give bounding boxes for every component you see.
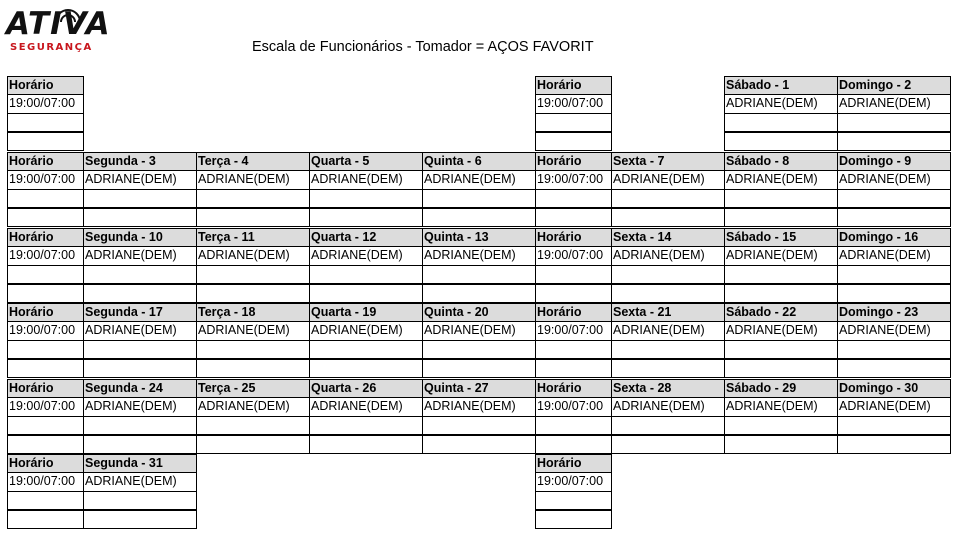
empty-cell [309, 189, 423, 209]
empty-cell [422, 189, 536, 209]
day-header-cell: Quarta - 26 [309, 379, 423, 398]
empty-cell [837, 131, 951, 151]
employee-cell: ADRIANE(DEM) [196, 397, 310, 417]
empty-cell [724, 340, 838, 360]
day-header-cell: Domingo - 30 [837, 379, 951, 398]
employee-cell: ADRIANE(DEM) [837, 397, 951, 417]
empty-cell [83, 207, 197, 227]
empty-cell [837, 283, 951, 303]
employee-cell: ADRIANE(DEM) [611, 246, 725, 266]
empty-cell [724, 265, 838, 285]
empty-cell [837, 189, 951, 209]
empty-cell [535, 358, 612, 378]
empty-cell [83, 283, 197, 303]
horario-header-cell: Horário [7, 76, 84, 95]
empty-cell [7, 283, 84, 303]
empty-cell [611, 265, 725, 285]
empty-cell [196, 358, 310, 378]
empty-cell [309, 434, 423, 454]
day-header-cell: Sexta - 7 [611, 152, 725, 171]
employee-cell: ADRIANE(DEM) [611, 397, 725, 417]
empty-cell [83, 358, 197, 378]
employee-cell: ADRIANE(DEM) [837, 321, 951, 341]
day-header-cell: Terça - 25 [196, 379, 310, 398]
day-header-cell: Quarta - 5 [309, 152, 423, 171]
day-header-cell: Sábado - 8 [724, 152, 838, 171]
empty-cell [7, 113, 84, 133]
empty-cell [7, 434, 84, 454]
horario-header-cell: Horário [535, 303, 612, 322]
employee-cell: ADRIANE(DEM) [309, 321, 423, 341]
empty-cell [309, 283, 423, 303]
empty-cell [309, 358, 423, 378]
empty-cell [611, 416, 725, 436]
empty-cell [611, 434, 725, 454]
empty-cell [196, 283, 310, 303]
empty-cell [535, 113, 612, 133]
empty-cell [724, 189, 838, 209]
day-header-cell: Segunda - 17 [83, 303, 197, 322]
empty-cell [724, 416, 838, 436]
employee-cell: ADRIANE(DEM) [611, 170, 725, 190]
horario-header-cell: Horário [7, 228, 84, 247]
day-header-cell: Segunda - 3 [83, 152, 197, 171]
empty-cell [724, 358, 838, 378]
empty-cell [7, 207, 84, 227]
empty-cell [7, 340, 84, 360]
employee-cell: ADRIANE(DEM) [83, 397, 197, 417]
empty-cell [422, 358, 536, 378]
empty-cell [535, 283, 612, 303]
day-header-cell: Segunda - 10 [83, 228, 197, 247]
day-header-cell: Quinta - 27 [422, 379, 536, 398]
empty-cell [724, 207, 838, 227]
employee-cell: ADRIANE(DEM) [837, 94, 951, 114]
empty-cell [611, 340, 725, 360]
empty-cell [83, 265, 197, 285]
shift-time-cell: 19:00/07:00 [7, 246, 84, 266]
employee-cell: ADRIANE(DEM) [83, 170, 197, 190]
day-header-cell: Domingo - 9 [837, 152, 951, 171]
employee-cell: ADRIANE(DEM) [837, 170, 951, 190]
logo-text: ATIVA [6, 6, 111, 42]
empty-cell [83, 340, 197, 360]
employee-cell: ADRIANE(DEM) [724, 246, 838, 266]
empty-cell [196, 434, 310, 454]
employee-cell: ADRIANE(DEM) [83, 246, 197, 266]
horario-header-cell: Horário [535, 76, 612, 95]
empty-cell [196, 207, 310, 227]
empty-cell [83, 189, 197, 209]
empty-cell [611, 358, 725, 378]
empty-cell [535, 434, 612, 454]
employee-cell: ADRIANE(DEM) [724, 94, 838, 114]
horario-header-cell: Horário [535, 228, 612, 247]
horario-header-cell: Horário [7, 454, 84, 473]
employee-cell: ADRIANE(DEM) [309, 246, 423, 266]
day-header-cell: Quarta - 12 [309, 228, 423, 247]
empty-cell [422, 265, 536, 285]
horario-header-cell: Horário [535, 379, 612, 398]
day-header-cell: Domingo - 2 [837, 76, 951, 95]
day-header-cell: Segunda - 31 [83, 454, 197, 473]
empty-cell [611, 283, 725, 303]
day-header-cell: Domingo - 16 [837, 228, 951, 247]
empty-cell [837, 416, 951, 436]
empty-cell [422, 434, 536, 454]
empty-cell [535, 207, 612, 227]
day-header-cell: Quinta - 6 [422, 152, 536, 171]
empty-cell [7, 189, 84, 209]
empty-cell [837, 207, 951, 227]
empty-cell [309, 207, 423, 227]
empty-cell [196, 340, 310, 360]
shift-time-cell: 19:00/07:00 [7, 472, 84, 492]
empty-cell [837, 358, 951, 378]
empty-cell [837, 265, 951, 285]
empty-cell [83, 434, 197, 454]
employee-cell: ADRIANE(DEM) [422, 321, 536, 341]
empty-cell [535, 491, 612, 511]
page-title: Escala de Funcionários - Tomador = AÇOS FAVORIT [252, 39, 594, 55]
empty-cell [422, 340, 536, 360]
day-header-cell: Sexta - 28 [611, 379, 725, 398]
empty-cell [535, 340, 612, 360]
empty-cell [7, 265, 84, 285]
horario-header-cell: Horário [7, 303, 84, 322]
horario-header-cell: Horário [535, 454, 612, 473]
employee-cell: ADRIANE(DEM) [309, 170, 423, 190]
day-header-cell: Quarta - 19 [309, 303, 423, 322]
shift-time-cell: 19:00/07:00 [7, 321, 84, 341]
empty-cell [724, 434, 838, 454]
day-header-cell: Sexta - 21 [611, 303, 725, 322]
shift-time-cell: 19:00/07:00 [535, 397, 612, 417]
horario-header-cell: Horário [7, 379, 84, 398]
empty-cell [422, 207, 536, 227]
day-header-cell: Quinta - 13 [422, 228, 536, 247]
employee-cell: ADRIANE(DEM) [837, 246, 951, 266]
empty-cell [422, 283, 536, 303]
empty-cell [7, 358, 84, 378]
day-header-cell: Sábado - 15 [724, 228, 838, 247]
employee-cell: ADRIANE(DEM) [196, 170, 310, 190]
empty-cell [422, 416, 536, 436]
employee-cell: ADRIANE(DEM) [422, 246, 536, 266]
empty-cell [83, 491, 197, 511]
day-header-cell: Domingo - 23 [837, 303, 951, 322]
empty-cell [535, 189, 612, 209]
empty-cell [7, 131, 84, 151]
empty-cell [7, 509, 84, 529]
employee-cell: ADRIANE(DEM) [83, 472, 197, 492]
empty-cell [724, 283, 838, 303]
horario-header-cell: Horário [7, 152, 84, 171]
employee-cell: ADRIANE(DEM) [724, 397, 838, 417]
empty-cell [837, 113, 951, 133]
employee-cell: ADRIANE(DEM) [724, 321, 838, 341]
empty-cell [309, 265, 423, 285]
logo-subtitle: SEGURANÇA [10, 42, 93, 53]
day-header-cell: Terça - 11 [196, 228, 310, 247]
empty-cell [535, 509, 612, 529]
empty-cell [83, 509, 197, 529]
day-header-cell: Terça - 18 [196, 303, 310, 322]
day-header-cell: Sábado - 1 [724, 76, 838, 95]
employee-cell: ADRIANE(DEM) [83, 321, 197, 341]
shift-time-cell: 19:00/07:00 [535, 321, 612, 341]
empty-cell [309, 340, 423, 360]
empty-cell [611, 189, 725, 209]
empty-cell [837, 434, 951, 454]
shift-time-cell: 19:00/07:00 [535, 246, 612, 266]
day-header-cell: Sexta - 14 [611, 228, 725, 247]
horario-header-cell: Horário [535, 152, 612, 171]
employee-cell: ADRIANE(DEM) [611, 321, 725, 341]
empty-cell [196, 265, 310, 285]
empty-cell [196, 416, 310, 436]
shift-time-cell: 19:00/07:00 [7, 170, 84, 190]
empty-cell [724, 131, 838, 151]
day-header-cell: Sábado - 29 [724, 379, 838, 398]
shift-time-cell: 19:00/07:00 [535, 472, 612, 492]
day-header-cell: Segunda - 24 [83, 379, 197, 398]
employee-cell: ADRIANE(DEM) [196, 321, 310, 341]
employee-cell: ADRIANE(DEM) [196, 246, 310, 266]
empty-cell [309, 416, 423, 436]
empty-cell [83, 416, 197, 436]
employee-cell: ADRIANE(DEM) [422, 397, 536, 417]
day-header-cell: Quinta - 20 [422, 303, 536, 322]
day-header-cell: Sábado - 22 [724, 303, 838, 322]
empty-cell [535, 131, 612, 151]
day-header-cell: Terça - 4 [196, 152, 310, 171]
empty-cell [7, 416, 84, 436]
employee-cell: ADRIANE(DEM) [724, 170, 838, 190]
employee-cell: ADRIANE(DEM) [309, 397, 423, 417]
empty-cell [724, 113, 838, 133]
empty-cell [535, 416, 612, 436]
shift-time-cell: 19:00/07:00 [535, 94, 612, 114]
shift-time-cell: 19:00/07:00 [7, 94, 84, 114]
employee-cell: ADRIANE(DEM) [422, 170, 536, 190]
empty-cell [7, 491, 84, 511]
empty-cell [611, 207, 725, 227]
shift-time-cell: 19:00/07:00 [535, 170, 612, 190]
empty-cell [535, 265, 612, 285]
empty-cell [837, 340, 951, 360]
shift-time-cell: 19:00/07:00 [7, 397, 84, 417]
empty-cell [196, 189, 310, 209]
